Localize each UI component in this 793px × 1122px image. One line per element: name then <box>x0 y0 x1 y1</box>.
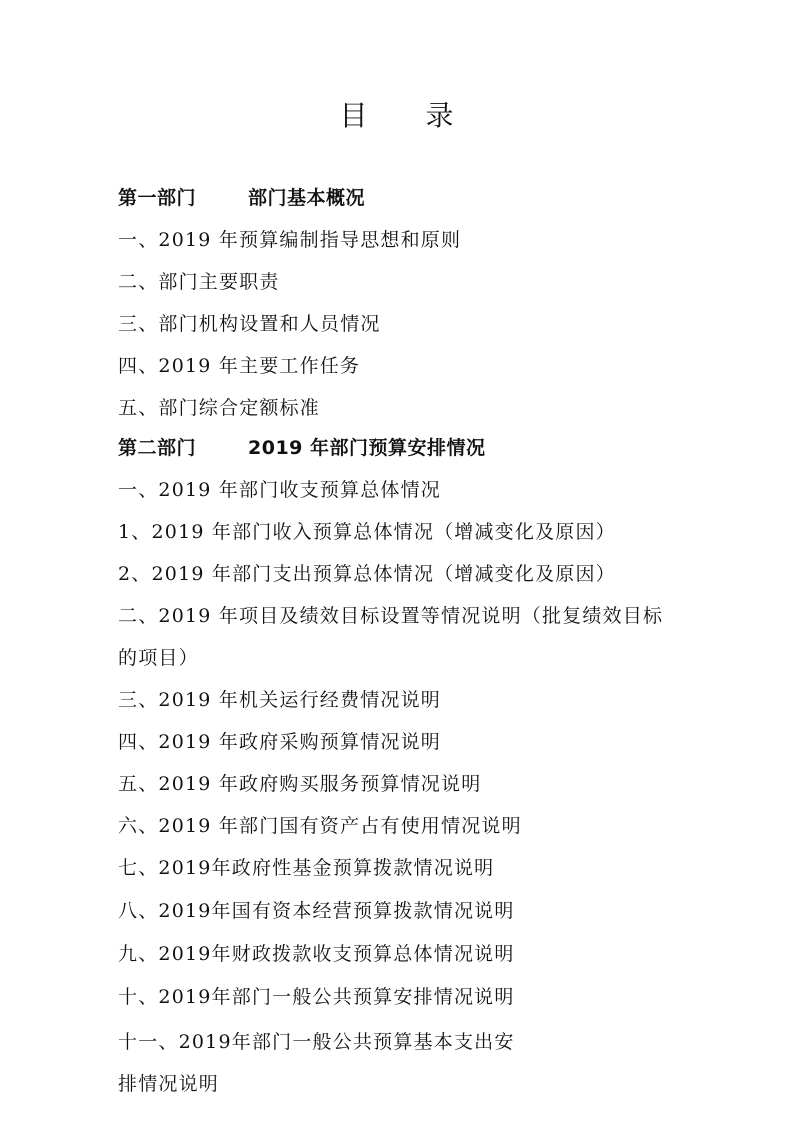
toc-item: 二、2019 年项目及绩效目标设置等情况说明（批复绩效目标 <box>118 605 664 627</box>
part-heading-name: 部门基本概况 <box>248 187 366 209</box>
toc-item: 三、部门机构设置和人员情况 <box>118 313 381 335</box>
page-title-char-1: 目 <box>339 99 368 132</box>
toc-item-continuation: 排情况说明 <box>118 1073 220 1095</box>
toc-item: 四、2019 年主要工作任务 <box>118 355 361 377</box>
toc-item-continuation: 的项目） <box>118 647 199 669</box>
toc-item: 十一、2019年部门一般公共预算基本支出安 <box>118 1031 515 1053</box>
toc-item: 七、2019年政府性基金预算拨款情况说明 <box>118 857 495 879</box>
part-heading-2 <box>118 433 486 463</box>
toc-item: 六、2019 年部门国有资产占有使用情况说明 <box>118 815 522 837</box>
toc-item: 九、2019年财政拨款收支预算总体情况说明 <box>118 943 515 965</box>
table-of-contents <box>118 0 718 1122</box>
part-heading-1 <box>118 183 365 213</box>
toc-item: 1、2019 年部门收入预算总体情况（增减变化及原因） <box>118 521 616 543</box>
part-heading-label: 第二部门 <box>118 437 197 459</box>
toc-item: 十、2019年部门一般公共预算安排情况说明 <box>118 986 515 1008</box>
toc-item: 一、2019 年预算编制指导思想和原则 <box>118 229 462 251</box>
toc-item: 一、2019 年部门收支预算总体情况 <box>118 479 441 501</box>
toc-item: 三、2019 年机关运行经费情况说明 <box>118 689 441 711</box>
toc-item: 八、2019年国有资本经营预算拨款情况说明 <box>118 900 515 922</box>
part-heading-name: 2019 年部门预算安排情况 <box>248 437 486 459</box>
toc-item: 五、部门综合定额标准 <box>118 397 321 419</box>
toc-item: 2、2019 年部门支出预算总体情况（增减变化及原因） <box>118 563 616 585</box>
toc-item: 四、2019 年政府采购预算情况说明 <box>118 731 441 753</box>
page-title-char-2: 录 <box>425 99 454 132</box>
toc-item: 五、2019 年政府购买服务预算情况说明 <box>118 773 482 795</box>
part-heading-label: 第一部门 <box>118 187 197 209</box>
toc-item: 二、部门主要职责 <box>118 271 280 293</box>
